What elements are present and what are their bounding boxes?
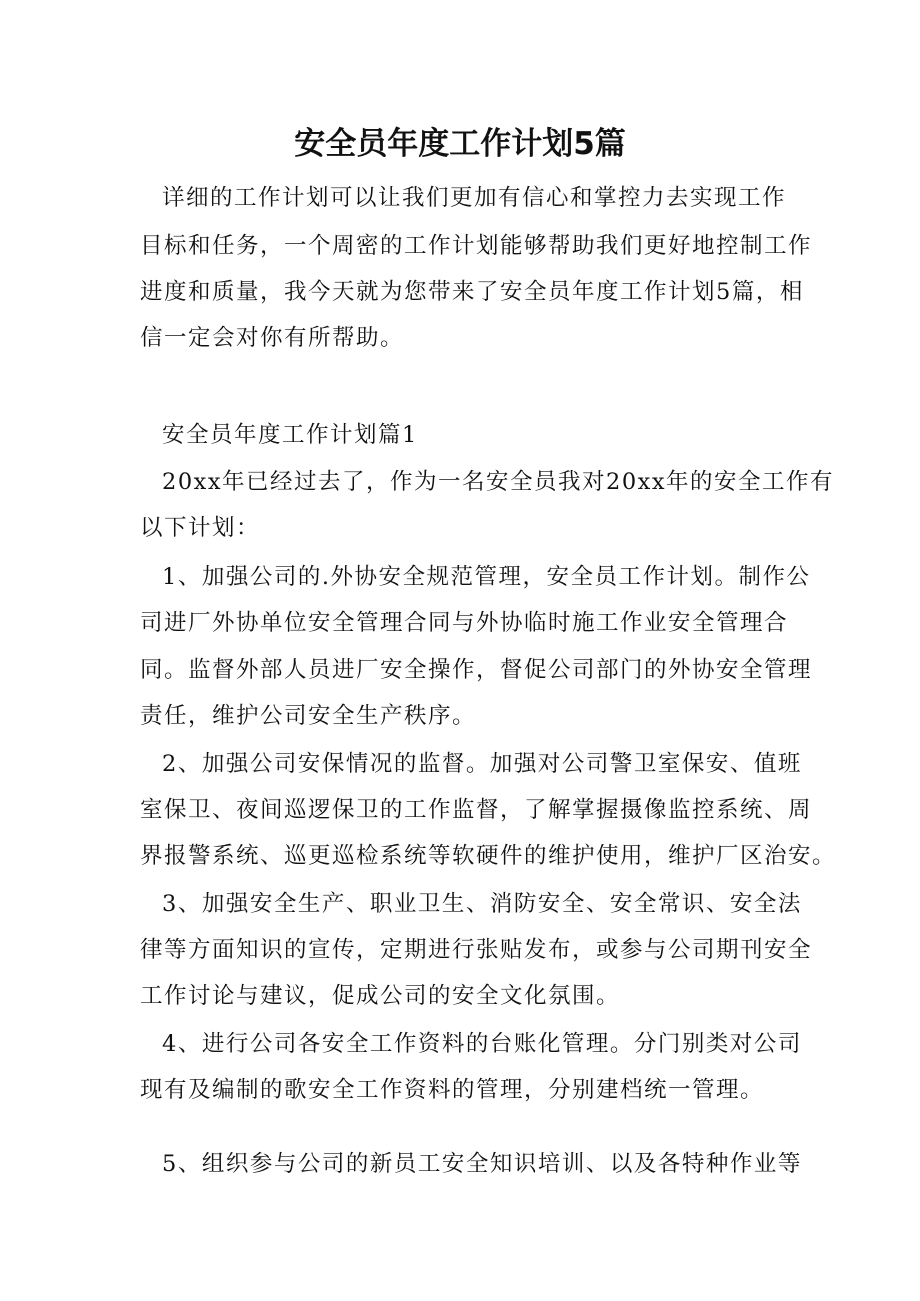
item-2-line: 2、加强公司安保情况的监督。加强对公司警卫室保安、值班 [162, 751, 802, 777]
intro-line: 目标和任务，一个周密的工作计划能够帮助我们更好地控制工作 [140, 233, 813, 259]
item-1-line: 责任，维护公司安全生产秩序。 [140, 703, 477, 729]
opening-line: 以下计划： [140, 515, 261, 541]
document-title: 安全员年度工作计划5篇 [294, 126, 626, 162]
intro-line: 信一定会对你有所帮助。 [140, 325, 405, 351]
item-3-line: 律等方面知识的宣传，定期进行张贴发布，或参与公司期刊安全 [140, 937, 813, 963]
section-heading: 安全员年度工作计划篇1 [162, 422, 418, 448]
item-1-line: 司进厂外协单位安全管理合同与外协临时施工作业安全管理合 [140, 610, 789, 636]
item-4-line: 现有及编制的歌安全工作资料的管理，分别建档统一管理。 [140, 1077, 765, 1103]
opening-line: 20xx年已经过去了，作为一名安全员我对20xx年的安全工作有 [162, 469, 835, 495]
intro-line: 进度和质量，我今天就为您带来了安全员年度工作计划5篇，相 [140, 279, 804, 305]
item-1-line: 1、加强公司的.外协安全规范管理，安全员工作计划。制作公 [162, 564, 811, 590]
intro-line: 详细的工作计划可以让我们更加有信心和掌控力去实现工作 [162, 185, 787, 211]
item-3-line: 3、加强安全生产、职业卫生、消防安全、安全常识、安全法 [162, 891, 802, 917]
item-4-line: 4、进行公司各安全工作资料的台账化管理。分门别类对公司 [162, 1031, 802, 1057]
item-2-line: 界报警系统、巡更巡检系统等软硬件的维护使用，维护厂区治安。 [140, 843, 837, 869]
item-5-line: 5、组织参与公司的新员工安全知识培训、以及各特种作业等 [162, 1151, 802, 1177]
item-1-line: 同。监督外部人员进厂安全操作，督促公司部门的外协安全管理 [140, 657, 813, 683]
item-3-line: 工作讨论与建议，促成公司的安全文化氛围。 [140, 983, 621, 1009]
item-2-line: 室保卫、夜间巡逻保卫的工作监督，了解掌握摄像监控系统、周 [140, 797, 813, 823]
